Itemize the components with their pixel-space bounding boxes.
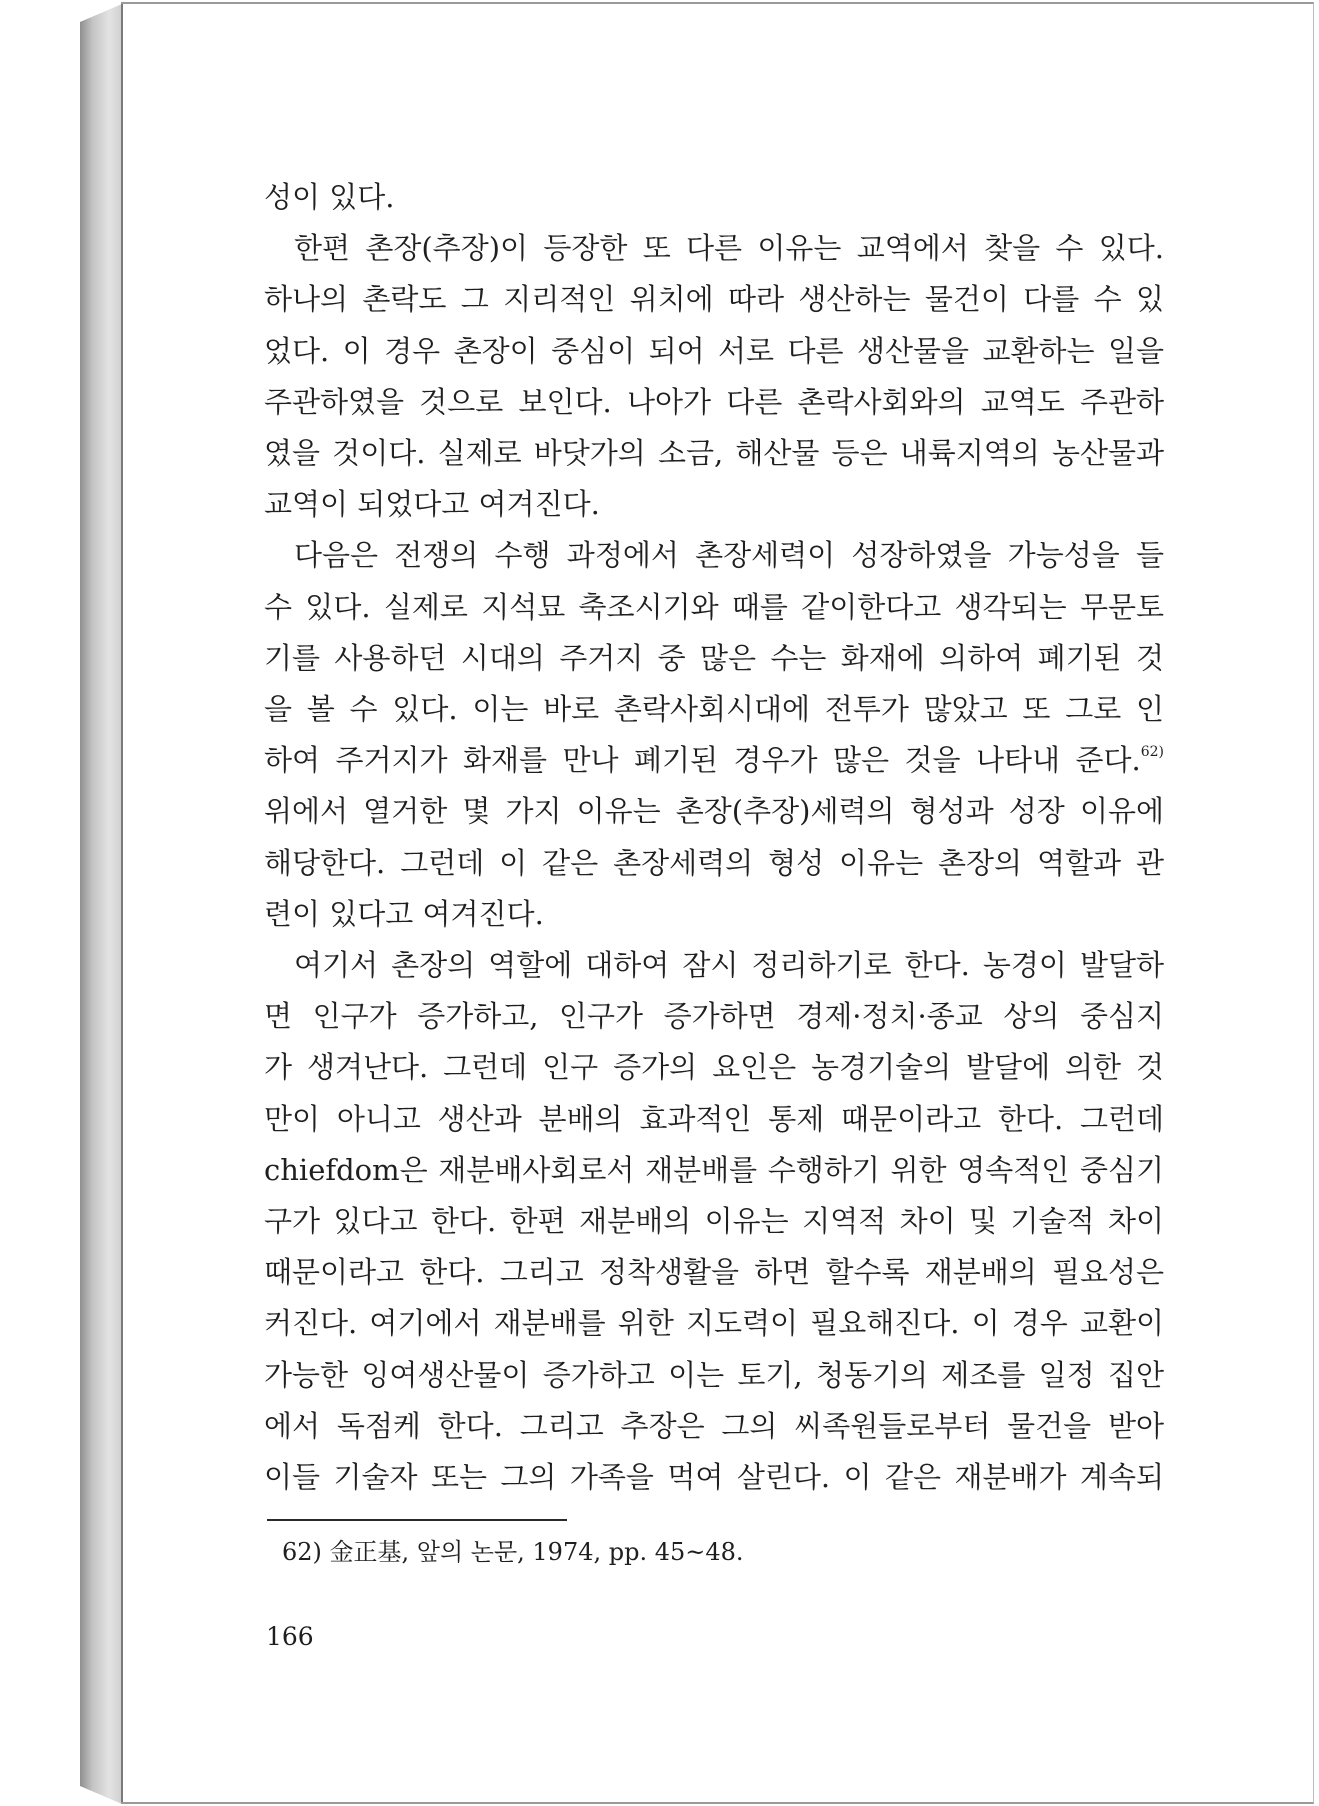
footnote-reference: 62)	[1140, 744, 1164, 761]
text-line: 때문이라고 한다. 그리고 정착생활을 하면 할수록 재분배의 필요성은	[264, 1255, 1164, 1290]
footnote: 62) 金正基, 앞의 논문, 1974, pp. 45~48.	[282, 1538, 744, 1566]
paragraph-line	[264, 1247, 1164, 1298]
text-line: 수 있다. 실제로 지석묘 축조시기와 때를 같이한다고 생각되는 무문토	[264, 589, 1164, 624]
text-line: 에서 독점케 한다. 그리고 추장은 그의 씨족원들로부터 물건을 받아	[264, 1408, 1164, 1443]
paragraph-line	[264, 1094, 1164, 1145]
text-line: 여기서 촌장의 역할에 대하여 잠시 정리하기로 한다. 농경이 발달하	[294, 948, 1164, 983]
text-line: 성이 있다.	[264, 180, 395, 214]
text-line: 다음은 전쟁의 수행 과정에서 촌장세력이 성장하였을 가능성을 들	[294, 538, 1164, 573]
text-line: 기를 사용하던 시대의 주거지 중 많은 수는 화재에 의하여 폐기된 것	[264, 640, 1164, 675]
paragraph-line	[264, 735, 1164, 786]
paragraph	[264, 223, 1164, 274]
text-line: 해당한다. 그런데 이 같은 촌장세력의 형성 이유는 촌장의 역할과 관	[264, 845, 1164, 880]
text-line: 주관하였을 것으로 보인다. 나아가 다른 촌락사회와의 교역도 주관하	[264, 384, 1164, 419]
book-spine	[80, 4, 122, 1804]
text-line: 교역이 되었다고 여겨진다.	[264, 487, 600, 522]
text-segment: 하여 주거지가 화재를 만나 폐기된 경우가 많은 것을 나타내 준다.	[264, 743, 1141, 778]
paragraph-line	[264, 428, 1164, 479]
page-number: 166	[266, 1622, 314, 1651]
text-line: 구가 있다고 한다. 한편 재분배의 이유는 지역적 차이 및 기술적 차이	[264, 1204, 1164, 1239]
paragraph-line	[264, 786, 1164, 837]
text-line: 였을 것이다. 실제로 바닷가의 소금, 해산물 등은 내륙지역의 농산물과	[264, 436, 1164, 471]
paragraph-line	[264, 1452, 1164, 1503]
paragraph-line	[264, 1042, 1164, 1093]
footnote-divider	[267, 1519, 567, 1521]
paragraph-line	[264, 889, 1164, 940]
text-line: 한편 촌장(추장)이 등장한 또 다른 이유는 교역에서 찾을 수 있다.	[294, 231, 1164, 266]
paragraph-line	[264, 1401, 1164, 1452]
text-line: 면 인구가 증가하고, 인구가 증가하면 경제·정치·종교 상의 중심지	[264, 999, 1164, 1034]
paragraph-line	[264, 479, 1164, 530]
paragraph-line	[264, 1350, 1164, 1401]
text-line	[264, 735, 1164, 786]
paragraph-line	[264, 377, 1164, 428]
text-line: chiefdom은 재분배사회로서 재분배를 수행하기 위한 영속적인 중심기	[264, 1152, 1164, 1187]
text-line: 가 생겨난다. 그런데 인구 증가의 요인은 농경기술의 발달에 의한 것	[264, 1050, 1164, 1085]
text-line: 이들 기술자 또는 그의 가족을 먹여 살린다. 이 같은 재분배가 계속되	[264, 1460, 1164, 1495]
text-line: 하나의 촌락도 그 지리적인 위치에 따라 생산하는 물건이 다를 수 있	[264, 282, 1164, 317]
text-line: 만이 아니고 생산과 분배의 효과적인 통제 때문이라고 한다. 그런데	[264, 1101, 1164, 1136]
text-line: 위에서 열거한 몇 가지 이유는 촌장(추장)세력의 형성과 성장 이유에	[264, 794, 1164, 829]
text-line: 었다. 이 경우 촌장이 중심이 되어 서로 다른 생산물을 교환하는 일을	[264, 333, 1164, 368]
paragraph-line	[264, 274, 1164, 325]
text-line: 을 볼 수 있다. 이는 바로 촌락사회시대에 전투가 많았고 또 그로 인	[264, 692, 1164, 727]
paragraph-line	[264, 326, 1164, 377]
text-line: 커진다. 여기에서 재분배를 위한 지도력이 필요해진다. 이 경우 교환이	[264, 1306, 1164, 1341]
paragraph-line	[264, 684, 1164, 735]
paragraph-line	[264, 582, 1164, 633]
body-text	[264, 172, 1164, 1503]
paragraph	[264, 530, 1164, 581]
text-line: 련이 있다고 여겨진다.	[264, 896, 544, 931]
text-line: 가능한 잉여생산물이 증가하고 이는 토기, 청동기의 제조를 일정 집안	[264, 1357, 1164, 1392]
paragraph-line	[264, 991, 1164, 1042]
paragraph-line	[264, 1196, 1164, 1247]
paragraph-line	[264, 1298, 1164, 1349]
paragraph	[264, 172, 1164, 223]
paragraph-line	[264, 1145, 1164, 1196]
paragraph	[264, 940, 1164, 991]
paragraph-line	[264, 838, 1164, 889]
paragraph-line	[264, 633, 1164, 684]
